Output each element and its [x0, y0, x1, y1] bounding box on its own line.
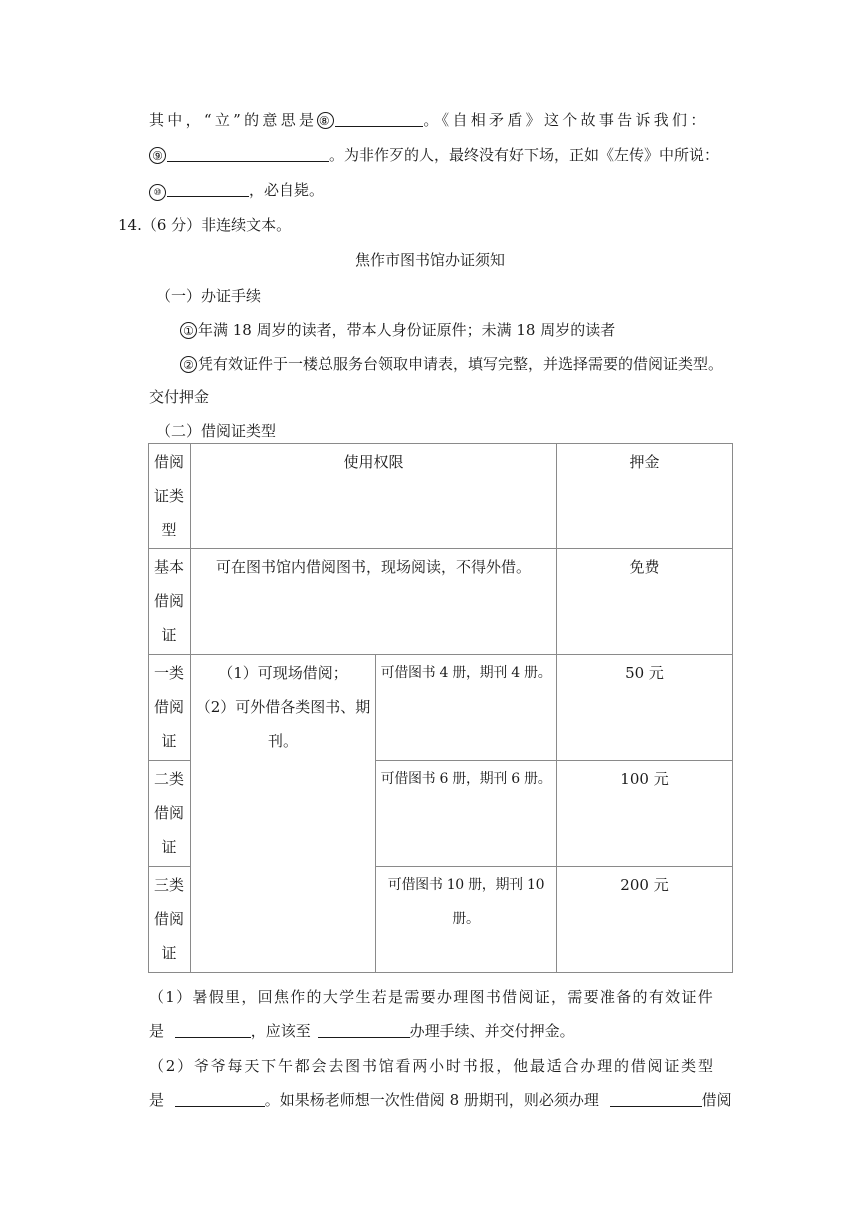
mark-10: ⑩ [149, 184, 166, 201]
procedure-item-2 [180, 354, 723, 374]
answer-blank-subq1-a[interactable] [175, 1021, 251, 1038]
row-class1-deposit: 50 元 [625, 664, 664, 682]
section-1-heading: （一）办证手续 [156, 287, 262, 305]
subq1-suffix: 办理手续、并交付押金。 [409, 1022, 575, 1040]
mark-2: ② [180, 356, 197, 373]
answer-blank-8[interactable] [335, 110, 423, 127]
q13-line1-mid: 。《自相矛盾》这个故事告诉我们： [423, 111, 709, 129]
notice-title-text: 焦作市图书馆办证须知 [354, 251, 505, 269]
shared-rights: （1）可现场借阅； （2）可外借各类图书、期 刊。 [195, 664, 371, 750]
subq2-mid: 。如果杨老师想一次性借阅 8 册期刊，则必须办理 [264, 1091, 599, 1109]
answer-blank-subq1-b[interactable] [318, 1021, 410, 1038]
subq2-line2 [149, 1090, 732, 1110]
subq1-mid: ，应该至 [250, 1022, 311, 1040]
row-class2-limit: 可借图书 6 册，期刊 6 册。 [380, 771, 552, 787]
mark-9: ⑨ [149, 147, 166, 164]
answer-blank-9[interactable] [167, 145, 329, 162]
answer-blank-subq2-b[interactable] [610, 1090, 702, 1107]
row-class3-deposit: 200 元 [620, 876, 669, 894]
section-2-heading: （二）借阅证类型 [156, 422, 277, 440]
mark-8: ⑧ [318, 114, 333, 128]
table-hline-4b [375, 866, 733, 867]
mark-1: ① [180, 322, 197, 339]
q14-heading: 14.（6 分）非连续文本。 [118, 216, 292, 234]
table-hline-4a [148, 866, 190, 867]
table-border-top [148, 443, 733, 444]
table-border-bottom [148, 972, 733, 973]
table-hline-3b [375, 760, 733, 761]
subq1-line1: （1）暑假里，回焦作的大学生若是需要办理图书借阅证，需要准备的有效证件 [149, 988, 715, 1006]
procedure-item-1 [180, 320, 615, 340]
subq1-line2 [149, 1021, 575, 1041]
row-class2-name: 二类 借阅 证 [153, 770, 184, 856]
q13-line1 [149, 110, 709, 130]
row-basic-deposit: 免费 [629, 558, 660, 576]
card-type-table [148, 443, 733, 973]
row-class1-limit: 可借图书 4 册，期刊 4 册。 [380, 665, 552, 681]
q13-line2-suffix: 。为非作歹的人，最终没有好下场，正如《左传》中所说： [329, 146, 720, 164]
procedure-item-2-text: 凭有效证件于一楼总服务台领取申请表，填写完整，并选择需要的借阅证类型。 [198, 355, 724, 373]
row-basic-name: 基本 借阅 证 [153, 558, 184, 644]
subq1-prefix: 是 [149, 1022, 165, 1040]
subq2-line1: （2）爷爷每天下午都会去图书馆看两小时书报，他最适合办理的借阅证类型 [149, 1057, 715, 1075]
q13-line1-prefix: 其中，“立”的意思是 [149, 111, 318, 129]
q13-line3-suffix: ，必自毙。 [249, 181, 325, 199]
q13-line3 [149, 180, 324, 201]
q13-line2 [149, 145, 719, 165]
row-class3-limit: 可借图书 10 册，期刊 10 册。 [387, 877, 545, 927]
row-class1-name: 一类 借阅 证 [153, 664, 184, 750]
table-border-right [732, 443, 733, 973]
answer-blank-subq2-a[interactable] [175, 1090, 265, 1107]
procedure-item-1-text: 年满 18 周岁的读者，带本人身份证原件；未满 18 周岁的读者 [198, 321, 616, 339]
table-hline-2 [148, 654, 733, 655]
row-class2-deposit: 100 元 [620, 770, 669, 788]
answer-blank-10[interactable] [167, 180, 249, 197]
table-hline-1 [148, 548, 733, 549]
notice-title [0, 250, 860, 270]
header-deposit: 押金 [629, 453, 660, 471]
subq2-suffix: 借阅 [701, 1091, 732, 1109]
row-basic-rights: 可在图书馆内借阅图书，现场阅读，不得外借。 [215, 558, 531, 576]
row-class3-name: 三类 借阅 证 [153, 876, 184, 962]
procedure-item-2-continued: 交付押金 [149, 388, 210, 406]
header-type: 借阅 证类 型 [153, 453, 184, 539]
header-rights: 使用权限 [343, 453, 404, 471]
subq2-prefix: 是 [149, 1091, 165, 1109]
table-hline-3a [148, 760, 190, 761]
